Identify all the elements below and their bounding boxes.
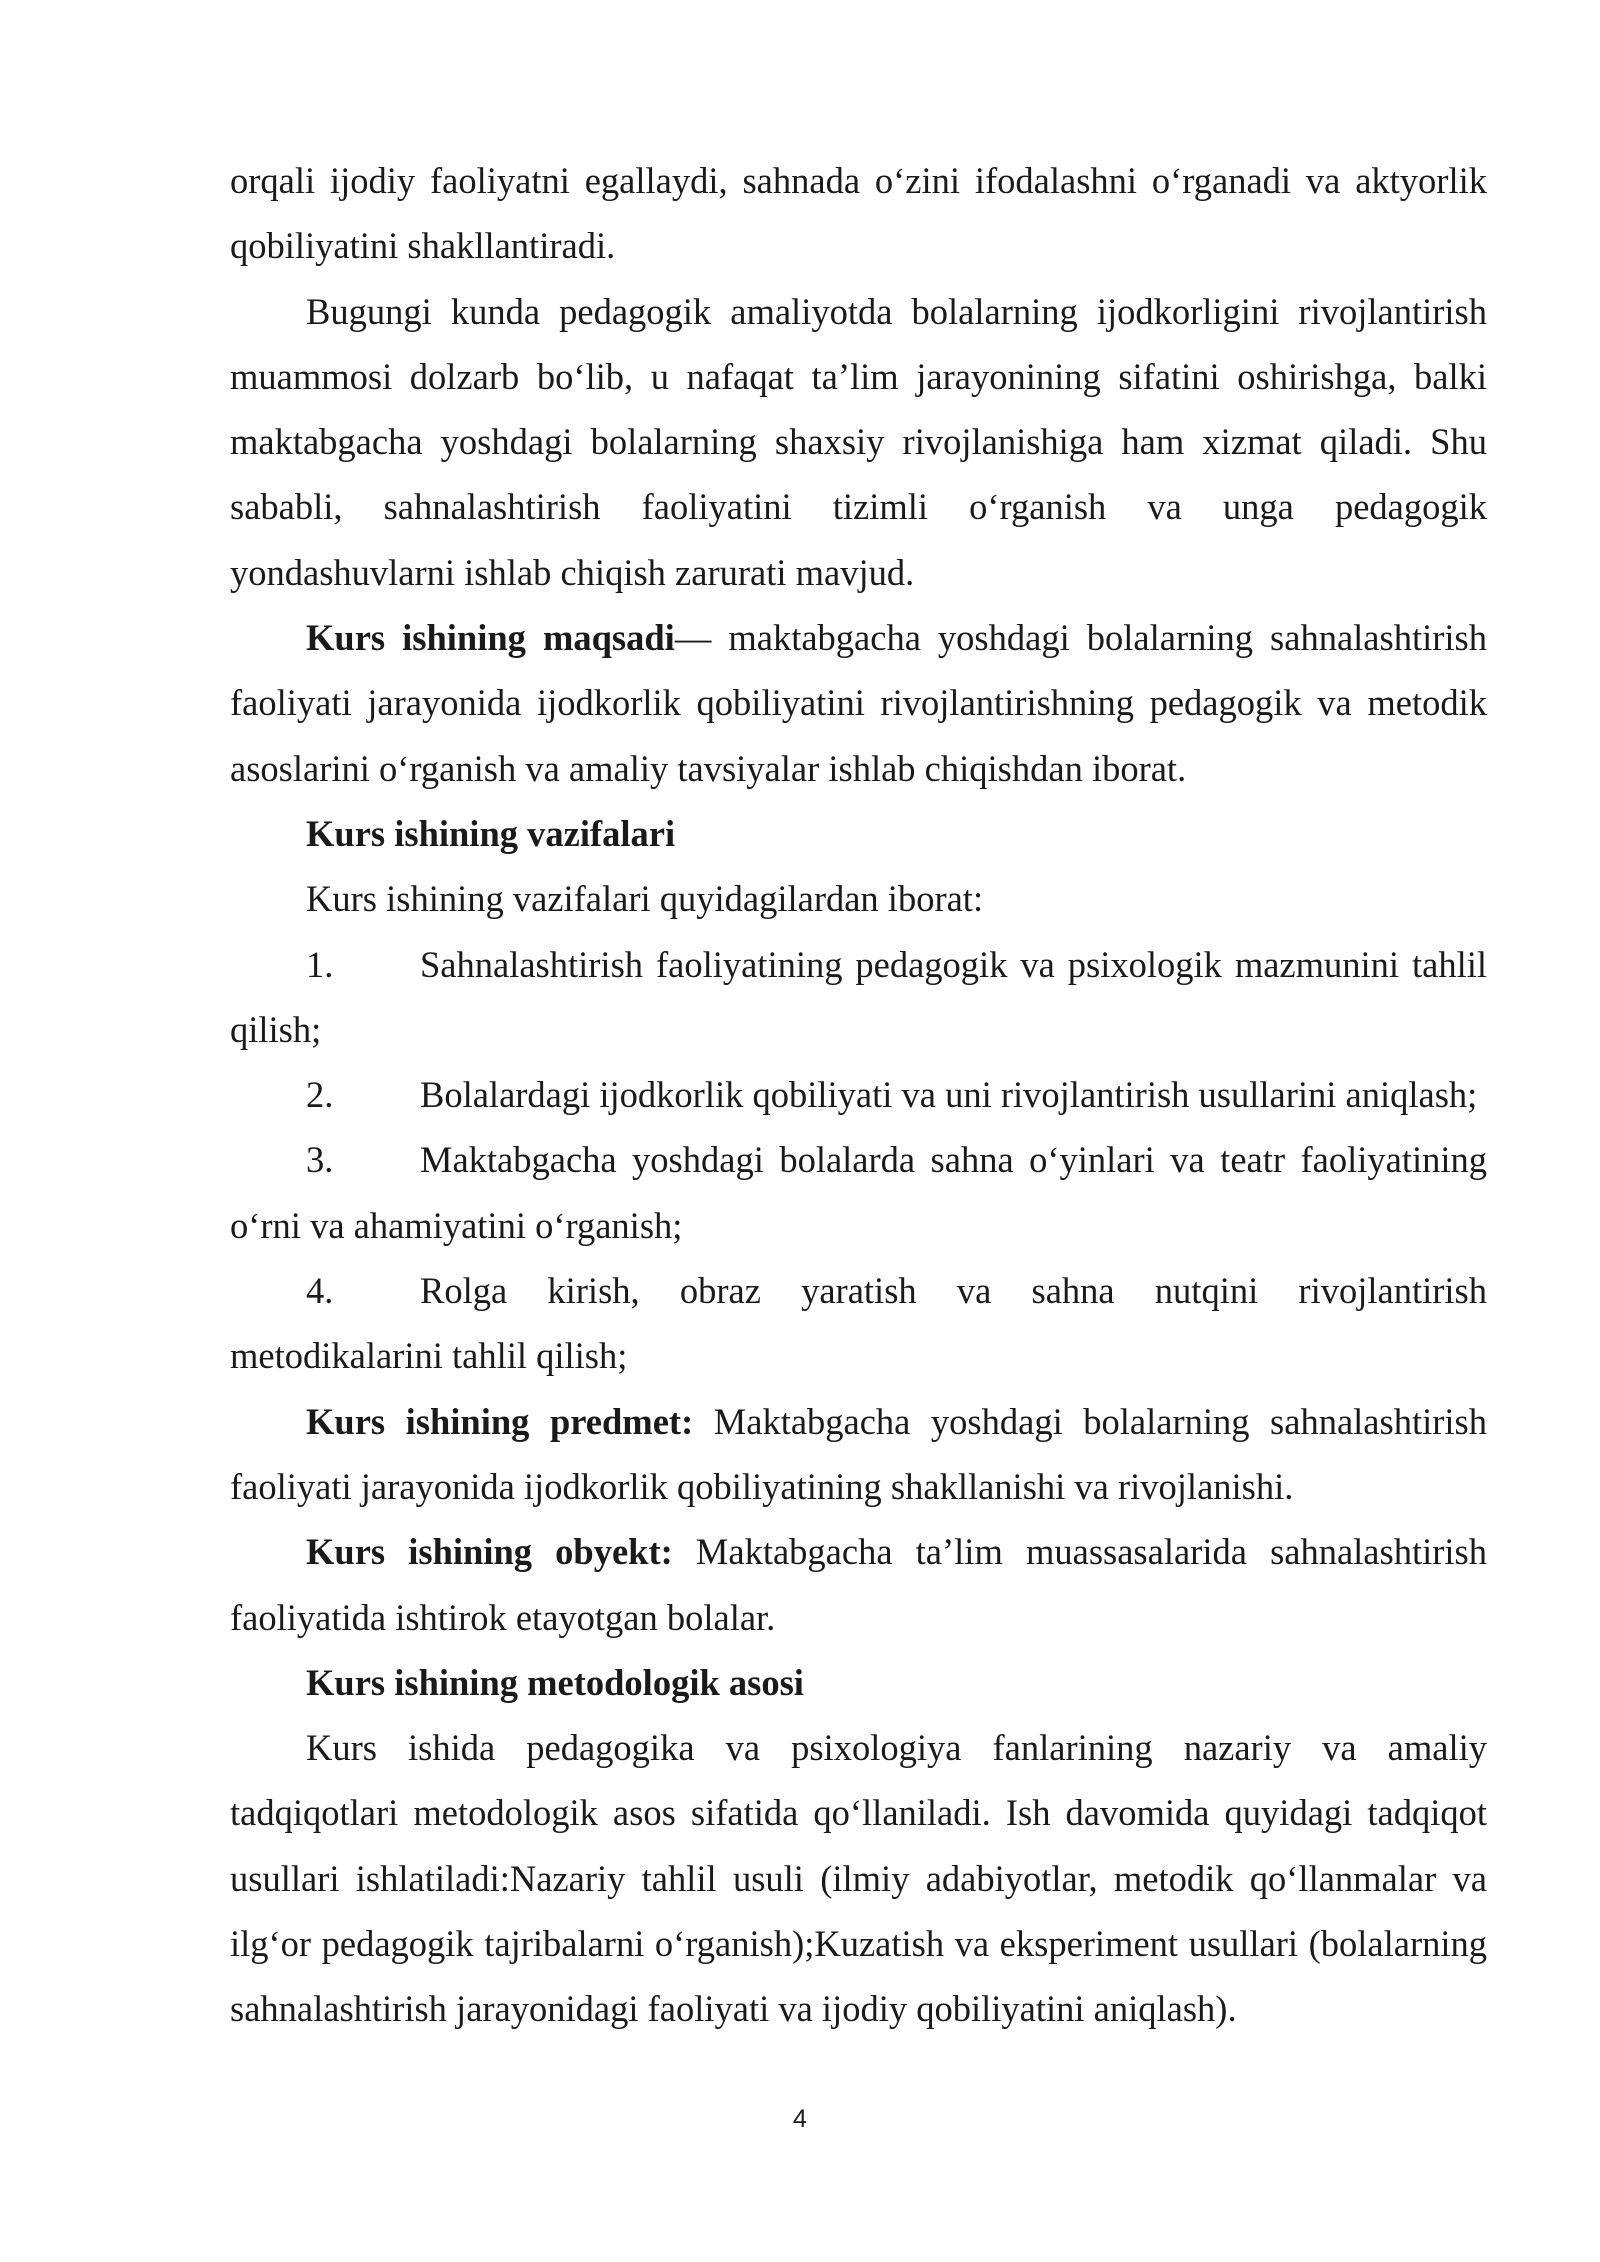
task-item xyxy=(230,1258,1487,1389)
paragraph-aim xyxy=(230,605,1487,801)
task-number: 2. xyxy=(306,1074,334,1116)
aim-label: Kurs ishining maqsadi xyxy=(306,617,675,659)
paragraph-continuation: orqali ijodiy faoliyatni egallaydi, sahnada o‘zini ifodalashni o‘rganadi va aktyorlik qobiliyatini shakllantiradi. xyxy=(230,160,1487,267)
task-number: 1. xyxy=(306,943,334,985)
task-text: Maktabgacha yoshdagi bolalarda sahna o‘yinlari va teatr faoliyatining o‘rni va ahamiyatini o‘rganish; xyxy=(230,1139,1487,1246)
method-heading: Kurs ishining metodologik asosi xyxy=(306,1661,804,1703)
subject-text: Maktabgacha yoshdagi bolalarning sahnalashtirish faoliyati jarayonida ijodkorlik qobiliyatining shakllanishi va rivojlanishi. xyxy=(230,1400,1487,1507)
task-text: Sahnalashtirish faoliyatining pedagogik va psixologik mazmunini tahlil qilish; xyxy=(230,943,1487,1050)
tasks-intro: Kurs ishining vazifalari quyidagilardan iborat: xyxy=(306,878,984,920)
page-number: 4 xyxy=(793,2105,807,2133)
task-text: Bolalardagi ijodkorlik qobiliyati va uni rivojlantirish usullarini aniqlash; xyxy=(420,1074,1478,1116)
tasks-heading: Kurs ishining vazifalari xyxy=(306,812,676,854)
task-text: Rolga kirish, obraz yaratish va sahna nutqini rivojlantirish metodikalarini tahlil qilish; xyxy=(230,1270,1487,1377)
paragraph-subject xyxy=(230,1389,1487,1520)
object-text: Maktabgacha ta’lim muassasalarida sahnalashtirish faoliyatida ishtirok etayotgan bolalar. xyxy=(230,1531,1487,1638)
object-label: Kurs ishining obyekt: xyxy=(306,1531,673,1573)
paragraph-relevance: Bugungi kunda pedagogik amaliyotda bolalarning ijodkorligini rivojlantirish muammosi dolzarb bo‘lib, u nafaqat ta’lim jarayonining sifatini oshirishga, balki maktabgacha yoshdagi bolalarning shaxsiy rivojlanishiga ham xizmat qiladi. Shu sababli, sahnalashtirish faoliyatini tizimli o‘rganish va unga pedagogik yondashuvlarni ishlab chiqish zarurati mavjud. xyxy=(230,290,1487,593)
task-item xyxy=(230,932,1487,1063)
paragraph-object xyxy=(230,1519,1487,1650)
task-number: 4. xyxy=(306,1270,334,1312)
task-item xyxy=(230,1127,1487,1258)
subject-label: Kurs ishining predmet: xyxy=(306,1400,694,1442)
document-page xyxy=(230,148,1487,2042)
paragraph-method: Kurs ishida pedagogika va psixologiya fanlarining nazariy va amaliy tadqiqotlari metodologik asos sifatida qo‘llaniladi. Ish davomida quyidagi tadqiqot usullari ishlatiladi:Nazariy tahlil usuli (ilmiy adabiyotlar, metodik qo‘llanmalar va ilg‘or pedagogik tajribalarni o‘rganish);Kuzatish va eksperiment usullari (bolalarning sahnalashtirish jarayonidagi faoliyati va ijodiy qobiliyatini aniqlash). xyxy=(230,1727,1487,2030)
aim-text: — maktabgacha yoshdagi bolalarning sahnalashtirish faoliyati jarayonida ijodkorlik qobiliyatini rivojlantirishning pedagogik va metodik asoslarini o‘rganish va amaliy tavsiyalar ishlab chiqishdan iborat. xyxy=(230,617,1487,789)
task-number: 3. xyxy=(306,1139,334,1181)
task-item xyxy=(230,1062,1487,1127)
